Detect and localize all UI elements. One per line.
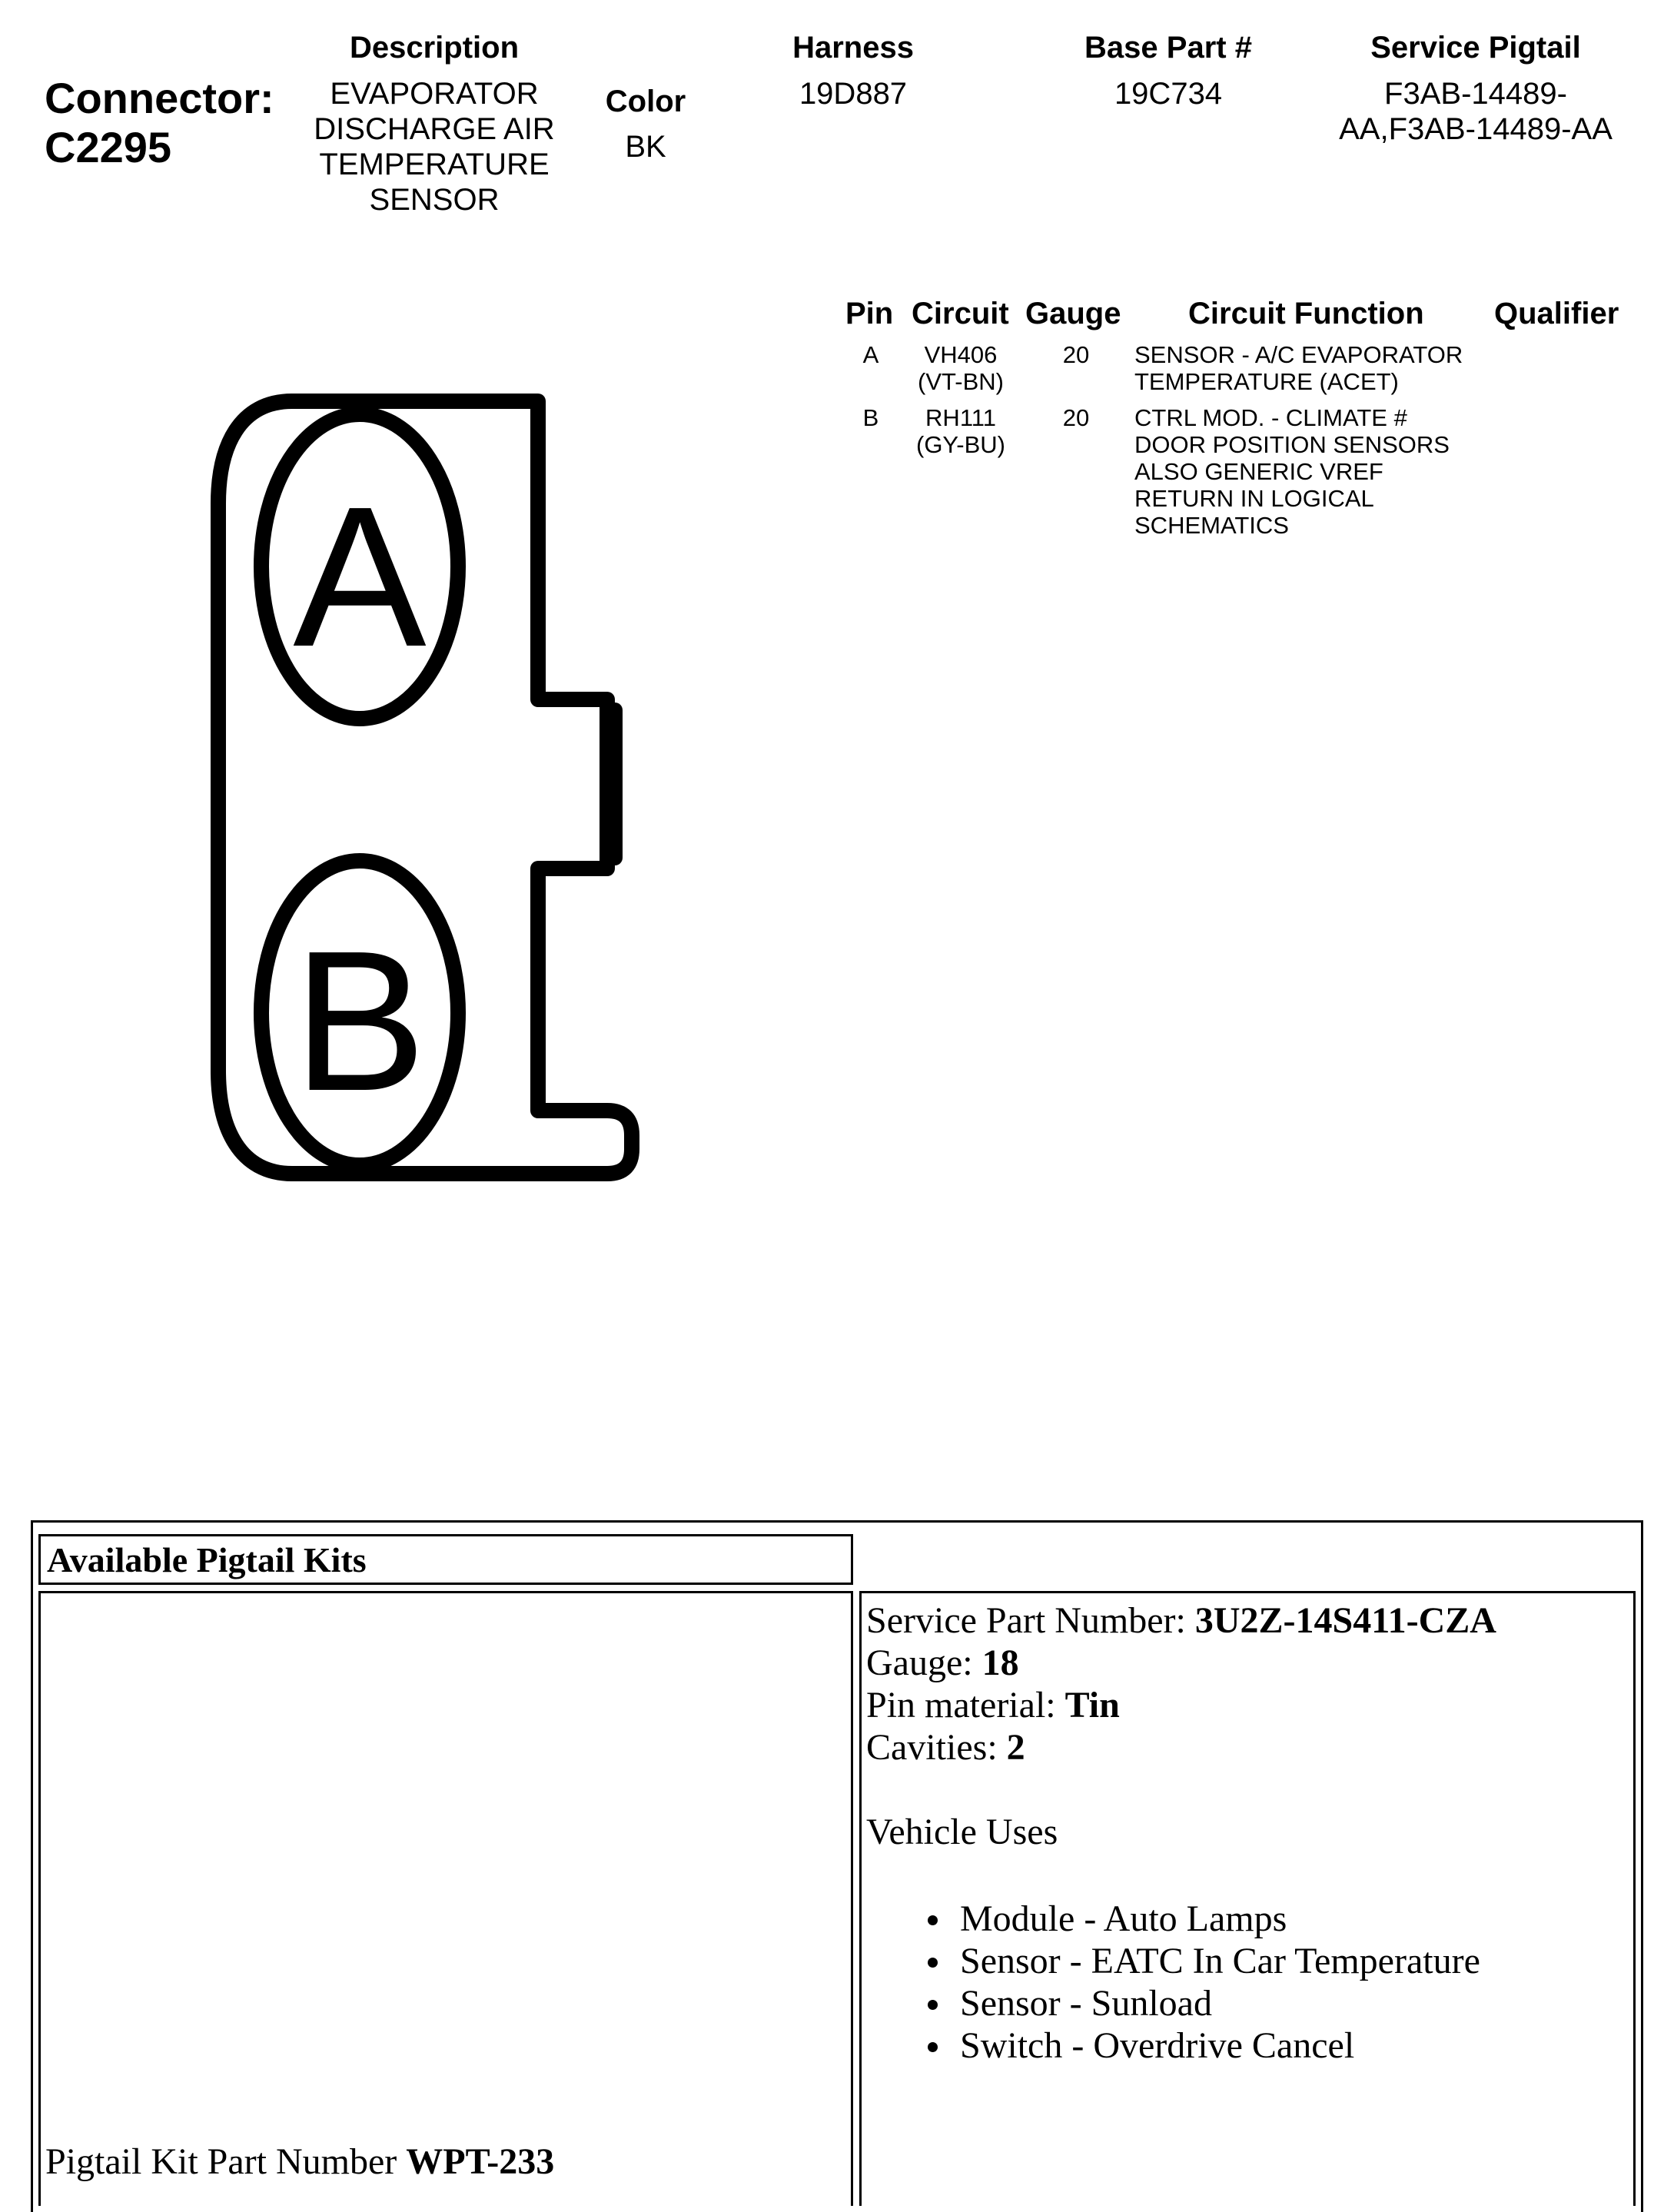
- qualifier-column-header: Qualifier: [1494, 297, 1619, 330]
- kit-part-value: WPT-233: [406, 2141, 555, 2182]
- cavities-label: Cavities:: [866, 1727, 1007, 1768]
- harness-value: 19D887: [799, 77, 908, 111]
- vehicle-use-item: Sensor - EATC In Car Temperature: [960, 1940, 1496, 1982]
- row-b-function-line: ALSO GENERIC VREF: [1134, 458, 1383, 485]
- row-b-function-line: CTRL MOD. - CLIMATE #: [1134, 404, 1407, 431]
- row-b-circuit-line: RH111: [925, 404, 996, 431]
- pigtail-kit-part-number: [45, 2141, 554, 2183]
- row-b-function-line: RETURN IN LOGICAL: [1134, 485, 1374, 512]
- gauge-label: Gauge:: [866, 1642, 982, 1683]
- pin-column-header: Pin: [845, 297, 894, 330]
- pin-material-value: Tin: [1065, 1685, 1120, 1725]
- row-a-pin: A: [862, 341, 879, 368]
- connector-label: Connector:: [45, 74, 274, 122]
- pin-material-label: Pin material:: [866, 1685, 1065, 1725]
- row-b-gauge: 20: [1062, 404, 1090, 431]
- description-line: SENSOR: [369, 183, 500, 217]
- service-part-value: 3U2Z-14S411-CZA: [1194, 1600, 1496, 1641]
- pigtail-kit-details: [866, 1599, 1496, 2067]
- pigtail-kit-image-cell: [38, 1591, 853, 2206]
- row-b-circuit-line: (GY-BU): [916, 431, 1005, 458]
- pigtail-kits-title: Available Pigtail Kits: [47, 1540, 367, 1579]
- row-b-circuit: [892, 404, 1030, 458]
- circuit-column-header: Circuit: [912, 297, 1009, 330]
- harness-header: Harness: [792, 31, 914, 65]
- service-pigtail-line: AA,F3AB-14489-AA: [1339, 112, 1613, 146]
- description-line: DISCHARGE AIR: [314, 112, 555, 146]
- row-a-function-line: TEMPERATURE (ACET): [1134, 368, 1399, 395]
- vehicle-use-item: Switch - Overdrive Cancel: [960, 2024, 1496, 2067]
- pigtail-kit-details-cell: [859, 1591, 1636, 2206]
- pin-material-row: [866, 1684, 1496, 1726]
- connector-id: C2295: [45, 123, 172, 171]
- row-a-gauge: 20: [1062, 341, 1090, 368]
- service-pigtail-header: Service Pigtail: [1370, 31, 1581, 65]
- color-value: BK: [625, 130, 666, 164]
- vehicle-use-item: Module - Auto Lamps: [960, 1898, 1496, 1940]
- color-header: Color: [605, 85, 686, 118]
- row-a-circuit-line: VH406: [924, 341, 998, 368]
- pigtail-kits-title-box: [38, 1534, 853, 1585]
- row-b-function-line: DOOR POSITION SENSORS: [1134, 431, 1450, 458]
- vehicle-use-item: Sensor - Sunload: [960, 1982, 1496, 2024]
- service-part-label: Service Part Number:: [866, 1600, 1195, 1641]
- kit-part-label: Pigtail Kit Part Number: [45, 2141, 407, 2182]
- row-b-function-line: SCHEMATICS: [1134, 512, 1289, 539]
- function-column-header: Circuit Function: [1188, 297, 1424, 330]
- cavities-row: [866, 1726, 1496, 1769]
- vehicle-uses-list: [866, 1898, 1496, 2067]
- row-a-function: [1134, 341, 1463, 395]
- row-b-function: [1134, 404, 1450, 539]
- vehicle-uses-heading: Vehicle Uses: [866, 1812, 1058, 1852]
- cavity-a-label: A: [293, 466, 427, 689]
- description-line: EVAPORATOR: [330, 77, 539, 111]
- service-pigtail-value: [1307, 76, 1645, 147]
- gauge-row: [866, 1642, 1496, 1684]
- row-a-circuit-line: (VT-BN): [918, 368, 1004, 395]
- description-line: TEMPERATURE: [319, 148, 550, 181]
- row-b-pin: B: [862, 404, 879, 431]
- base-part-value: 19C734: [1114, 77, 1223, 111]
- cavities-value: 2: [1006, 1727, 1025, 1768]
- service-part-number-row: [866, 1599, 1496, 1642]
- description-header: Description: [349, 31, 520, 65]
- service-pigtail-line: F3AB-14489-: [1384, 77, 1567, 111]
- gauge-value: 18: [981, 1642, 1019, 1683]
- connector-diagram: [0, 0, 692, 1230]
- cavity-b-label: B: [293, 910, 427, 1133]
- row-a-function-line: SENSOR - A/C EVAPORATOR: [1134, 341, 1463, 368]
- gauge-column-header: Gauge: [1025, 297, 1121, 330]
- connector-left-cap: [218, 401, 292, 1174]
- row-a-circuit: [892, 341, 1030, 395]
- base-part-header: Base Part #: [1084, 31, 1252, 65]
